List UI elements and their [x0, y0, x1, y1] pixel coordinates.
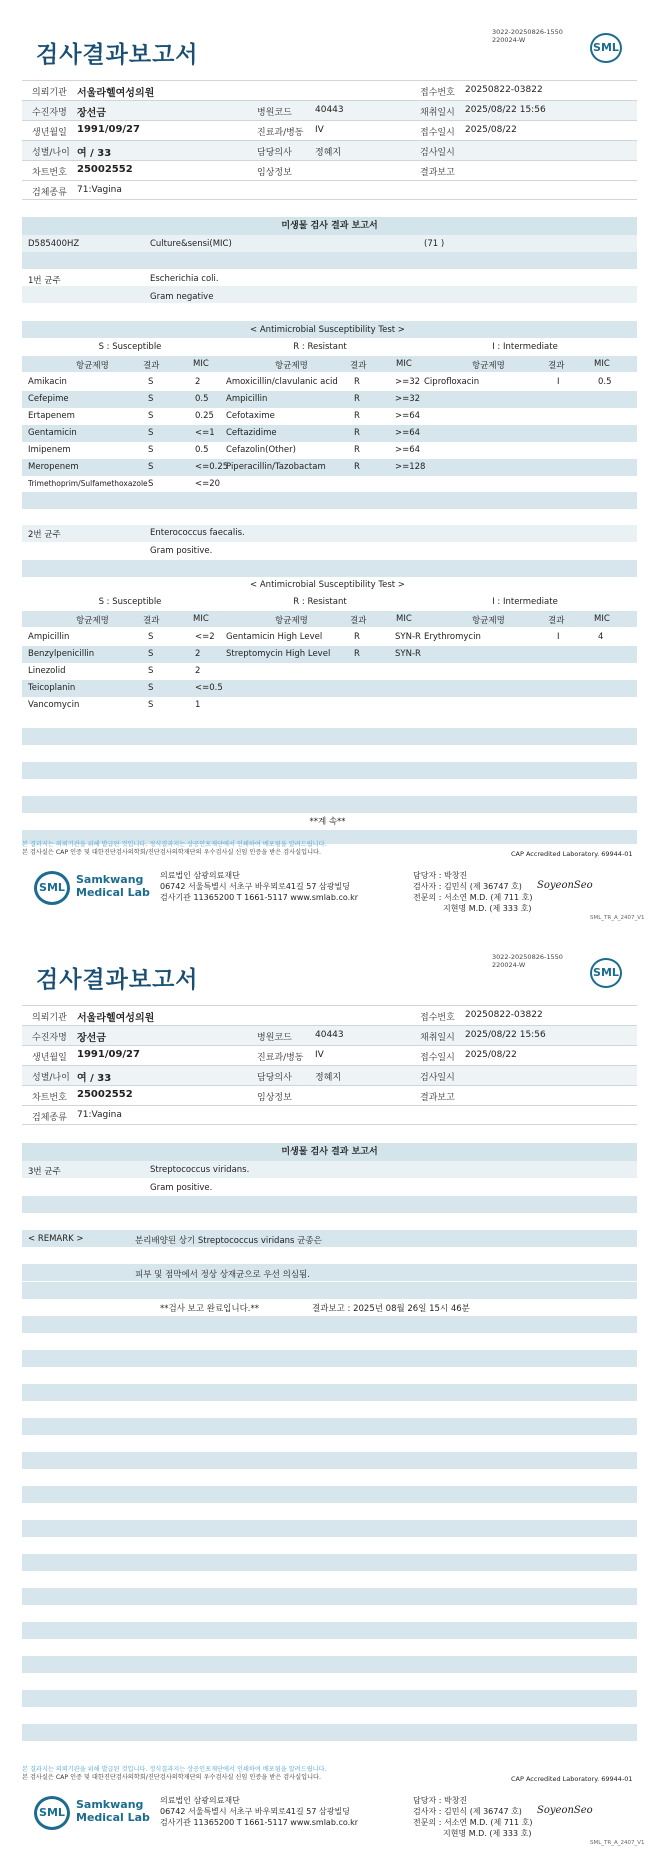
ast-cell: S [148, 649, 154, 659]
test-code: D585400HZ [28, 239, 80, 249]
ast-cell: 0.25 [195, 411, 214, 421]
footer-note: 본 결과지는 의뢰기관을 위해 발급된 것입니다. 정식결과지는 상공인포재단에서 인쇄하여 배포됨을 알려드립니다. 본 검사실은 CAP 인증 및 대한진단검사의학회/진단검사의학재단의 우수검사실 신임 인증을 받은 검사실입니다. [22, 1766, 327, 1781]
ast-cell: S [148, 394, 154, 404]
continue-text: **계 속** [309, 817, 346, 827]
lab-address: 의료법인 삼광의료재단 06742 서울특별시 서초구 바우뫼로41길 57 삼광빌딩 검사기관 11365200 T 1661-5117 www.smlab.co.kr [160, 1796, 359, 1827]
ast-cell: S [148, 377, 154, 387]
remark-line-2: 피부 및 점막에서 정상 상재균으로 우선 의심됨. [135, 1270, 310, 1280]
ast-cell: 0.5 [195, 394, 209, 404]
signature: SoyeonSeo [537, 1805, 593, 1816]
organism-2-label: 2번 균주 [28, 530, 61, 540]
report-time: 결과보고 : 2025년 08월 26일 15시 46분 [312, 1304, 470, 1314]
sml-logo: SML [590, 958, 622, 988]
remark-label: < REMARK > [28, 1234, 84, 1244]
ast-cell: >=64 [395, 411, 421, 421]
ast-cell: R [354, 377, 360, 387]
ast-cell: R [354, 462, 360, 472]
ast-cell: 1 [195, 700, 201, 710]
ast-cell: 0.5 [598, 377, 612, 387]
section-title: 미생물 검사 결과 보고서 [22, 217, 637, 235]
ast-cell: >=64 [395, 445, 421, 455]
ast-cell: >=64 [395, 428, 421, 438]
ast-cell: S [148, 462, 154, 472]
ast-cell: Linezolid [28, 666, 66, 676]
ast-cell: <=20 [195, 479, 221, 489]
ast-cell: >=32 [395, 394, 421, 404]
ast-cell: Vancomycin [28, 700, 80, 710]
ast-cell: Benzylpenicillin [28, 649, 95, 659]
ast-cell: I [557, 377, 560, 387]
form-version: SML_TR_A_2407_V1 [590, 915, 645, 921]
report-complete: **검사 보고 완료입니다.** [160, 1304, 260, 1314]
document-id: 3022-20250826-1550 220024-W [492, 953, 563, 969]
report-title: 검사결과보고서 [36, 42, 199, 68]
ast-cell: Imipenem [28, 445, 71, 455]
sml-logo: SML [590, 33, 622, 63]
ast-cell: <=2 [195, 632, 215, 642]
ast-cell: S [148, 411, 154, 421]
test-number: (71 ) [424, 239, 445, 249]
ast-cell: >=128 [395, 462, 426, 472]
ast-cell: Ertapenem [28, 411, 75, 421]
ast-cell: R [354, 428, 360, 438]
samkwang-logo: SML Samkwang Medical Lab [34, 869, 154, 909]
section-title: 미생물 검사 결과 보고서 [22, 1143, 637, 1161]
ast-cell: Cefazolin(Other) [226, 445, 296, 455]
cap-accreditation: CAP Accredited Laboratory. 69944-01 [511, 850, 633, 858]
signature: SoyeonSeo [537, 880, 593, 891]
ast-cell: R [354, 394, 360, 404]
ast-cell: 2 [195, 377, 201, 387]
lab-address: 의료법인 삼광의료재단 06742 서울특별시 서초구 바우뫼로41길 57 삼광빌딩 검사기관 11365200 T 1661-5117 www.smlab.co.kr [160, 871, 359, 902]
ast-cell: Teicoplanin [28, 683, 76, 693]
document-id: 3022-20250826-1550 220024-W [492, 28, 563, 44]
ast-cell: Cefepime [28, 394, 69, 404]
ast-cell: S [148, 683, 154, 693]
ast-cell: Ceftazidime [226, 428, 277, 438]
lab-staff: 담당자 : 박창진 검사자 : 김민식 (제 36747 호) 전문의 : 서소연 M.D. (제 711 호) 지현명 M.D. (제 333 호) [413, 871, 533, 913]
organism-3-name: Streptococcus viridans. [150, 1165, 250, 1175]
ast-cell: R [354, 411, 360, 421]
test-name: Culture&sensi(MIC) [150, 239, 232, 249]
ast-cell: R [354, 649, 360, 659]
ast-cell: Amikacin [28, 377, 67, 387]
organism-2-gram: Gram positive. [150, 546, 213, 556]
ast-cell: 2 [195, 666, 201, 676]
patient-info-table: 의뢰기관 서울라헬여성의원 접수번호 20250822-03822 수진자명 장선금 병원코드 40443 채취일시 2025/08/22 15:56 생년월일 1991/09/27 진료과/병동 IV 접수일시 2025/08/22 성별/나이 여 / 33 담당의사 정혜지 검사일시 차트번호 25002552 임상정보 결과보고 검체종류 71:Vagina [22, 80, 637, 200]
ast-cell: Trimethoprim/Sulfamethoxazole [28, 479, 148, 488]
ast-cell: R [354, 445, 360, 455]
organism-3-gram: Gram positive. [150, 1183, 213, 1193]
organism-2-name: Enterococcus faecalis. [150, 528, 245, 538]
ast-cell: Cefotaxime [226, 411, 275, 421]
ast-cell: <=1 [195, 428, 215, 438]
ast-cell: >=32 [395, 377, 421, 387]
ast-cell: SYN-R [395, 632, 421, 642]
ast-cell: Gentamicin [28, 428, 77, 438]
ast-cell: Piperacillin/Tazobactam [226, 462, 326, 472]
ast-cell: Ciprofloxacin [424, 377, 480, 387]
ast-cell: S [148, 632, 154, 642]
ast-cell: Ampicillin [226, 394, 268, 404]
ast-cell: S [148, 700, 154, 710]
remark-line-1: 분리배양된 상기 Streptococcus viridans 균종은 [135, 1236, 322, 1246]
ast-cell: Amoxicillin/clavulanic acid [226, 377, 338, 387]
report-title: 검사결과보고서 [36, 967, 199, 993]
patient-info-table: 의뢰기관 서울라헬여성의원 접수번호 20250822-03822 수진자명 장선금 병원코드 40443 채취일시 2025/08/22 15:56 생년월일 1991/09/27 진료과/병동 IV 접수일시 2025/08/22 성별/나이 여 / 33 담당의사 정혜지 검사일시 차트번호 25002552 임상정보 결과보고 검체종류 71:Vagina [22, 1005, 637, 1125]
samkwang-logo: SML Samkwang Medical Lab [34, 1794, 154, 1834]
ast-cell: Gentamicin High Level [226, 632, 323, 642]
form-version: SML_TR_A_2407_V1 [590, 1840, 645, 1846]
organism-1-label: 1번 균주 [28, 276, 61, 286]
ast-cell: Streptomycin High Level [226, 649, 331, 659]
organism-1-gram: Gram negative [150, 292, 214, 302]
ast-cell: SYN-R [395, 649, 421, 659]
ast-cell: 0.5 [195, 445, 209, 455]
ast-cell: Ampicillin [28, 632, 70, 642]
ast-cell: S [148, 428, 154, 438]
organism-3-label: 3번 균주 [28, 1167, 61, 1177]
ast-cell: 2 [195, 649, 201, 659]
ast-cell: <=0.25 [195, 462, 229, 472]
ast-cell: I [557, 632, 560, 642]
ast-cell: Erythromycin [424, 632, 481, 642]
report-page-1: 검사결과보고서 3022-20250826-1550 220024-W SML 의뢰기관 서울라헬여성의원 접수번호 20250822-03822 수진자명 장선금 병원코드 40443 채취일시 2025/08/22 15:56 생년월일 1991/09/27 진료과/병동 IV 접수일시 2025/08/22 성별/나이 여 / 33 담당의사 정혜지 검사일시 차트번호 25002552 임상정보 결과보고 검체종류 71:Vagina 미생물 검사 결과 보고서 D585400HZ Culture&sensi(MIC) (71 ) 1번 균주 Escherichia coli. Gram negative < Antimicrobial Susceptibility Test > S : Susceptible R : Resistant I : Intermediate 항균제명 결과 MIC 항균제명 결과 MIC 항균제명 결과 MIC Amikacin S 2 Amoxicillin/clavulanic acid R >=32 Ciprofloxacin I 0.5 Cefepime S 0.5 Ampicillin R >=32 Ertapenem S 0.25 Cefotaxime R >=64 Gentamicin S <=1 Ceftazidime R >=64 Imipenem S 0.5 Cefazolin(Other) R >=64 Meropenem S <=0.25 Piperacillin/Tazobactam R >=128 Trimethoprim/Sulfamethoxazole S <=20 2번 균주 Enterococcus faecalis. Gram positive. < Antimicrobial Susceptibility Test > S : Susceptible R : Resistant I : Intermediate 항균제명 결과 MIC 항균제명 결과 MIC 항균제명 결과 MIC Ampicillin S <=2 Gentamicin High Level R SYN-R Erythromycin I 4 Benzylpenicillin S 2 Streptomycin High Level R SYN-R Linezolid S 2 Teicoplanin S <=0.5 Vancomycin S 1 **계 속** 본 결과지는 의뢰기관을 위해 발급된 것입니다. 정식결과지는 상공인포재단에서 인쇄하여 배포됨을 알려드립니다. 본 검사실은 CAP 인증 및 대한진단검사의학회/진단검사의학재단의 우수검사실 신임 인증을 받은 검사실입니다. CAP Accredited Laboratory. 69944-01 SML Samkwang Medical Lab 의료법인 삼광의료재단 06742 서울특별시 서초구 바우뫼로41길 57 삼광빌딩 검사기관 11365200 T 1661-5117 www.smlab.co.kr 담당자 : 박창진 검사자 : 김민식 (제 36747 호) 전문의 : 서소연 M.D. (제 711 호) 지현명 M.D. (제 333 호) SoyeonSeo SML_TR_A_2407_V1 [0, 0, 655, 925]
ast-cell: R [354, 632, 360, 642]
ast-cell: 4 [598, 632, 604, 642]
report-page-2 [0, 925, 655, 1850]
ast-cell: Meropenem [28, 462, 79, 472]
ast-cell: S [148, 479, 154, 489]
organism-1-name: Escherichia coli. [150, 274, 219, 284]
ast-cell: S [148, 445, 154, 455]
cap-accreditation: CAP Accredited Laboratory. 69944-01 [511, 1775, 633, 1783]
ast-cell: <=0.5 [195, 683, 223, 693]
footer-note: 본 결과지는 의뢰기관을 위해 발급된 것입니다. 정식결과지는 상공인포재단에서 인쇄하여 배포됨을 알려드립니다. 본 검사실은 CAP 인증 및 대한진단검사의학회/진단검사의학재단의 우수검사실 신임 인증을 받은 검사실입니다. [22, 841, 327, 856]
lab-staff: 담당자 : 박창진 검사자 : 김민식 (제 36747 호) 전문의 : 서소연 M.D. (제 711 호) 지현명 M.D. (제 333 호) [413, 1796, 533, 1838]
ast-cell: S [148, 666, 154, 676]
